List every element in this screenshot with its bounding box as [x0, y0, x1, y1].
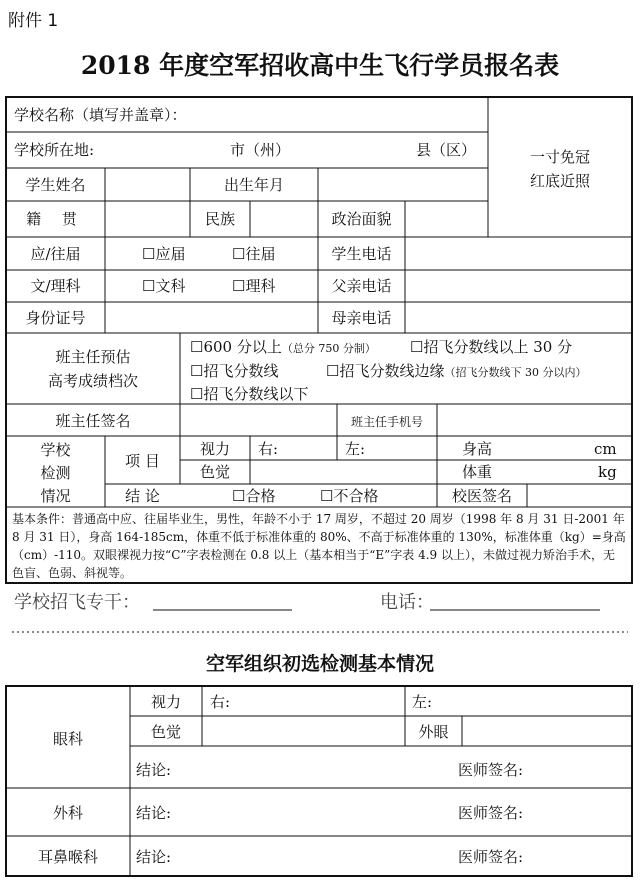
attachment-label: 附件 1	[8, 11, 59, 31]
exam-left-label: 左:	[412, 693, 433, 711]
weight-unit: kg	[598, 463, 617, 481]
weight-label: 体重	[462, 463, 493, 481]
ent-label: 耳鼻喉科	[37, 848, 98, 866]
photo-line-1: 一寸免冠	[529, 148, 590, 166]
id-number-label: 身份证号	[25, 309, 86, 327]
ethnicity-label: 民族	[204, 210, 235, 228]
pass-checkbox[interactable]: ☐合格	[232, 487, 276, 505]
option-edge-label: ☐招飞分数线边缘	[326, 362, 445, 380]
school-check-line-1: 学校	[40, 441, 71, 459]
section2-title: 空军组织初选检测基本情况	[205, 653, 434, 675]
height-unit: cm	[594, 440, 617, 458]
doctor-sign-label: 校医签名	[451, 487, 512, 505]
student-phone-label: 学生电话	[331, 245, 392, 263]
grad-past-checkbox[interactable]: ☐往届	[232, 245, 276, 263]
exam-outer-eye-label: 外眼	[418, 723, 449, 741]
birth-date-label: 出生年月	[223, 176, 284, 194]
eye-conclusion-label: 结论:	[136, 761, 172, 779]
student-name-label: 学生姓名	[25, 176, 86, 194]
vision-right-label: 右:	[258, 440, 279, 458]
fail-checkbox[interactable]: ☐不合格	[320, 487, 379, 505]
option-line-checkbox[interactable]: ☐招飞分数线	[190, 362, 279, 380]
color-sense-label: 色觉	[199, 463, 230, 481]
school-name-label: 学校名称（填写并盖章）：	[14, 106, 187, 124]
eye-label: 眼科	[52, 730, 83, 748]
teacher-sign-label: 班主任签名	[55, 412, 131, 430]
teacher-estimate-line-2: 高考成绩档次	[47, 372, 138, 390]
exam-vision-label: 视力	[150, 693, 181, 711]
vision-label: 视力	[199, 440, 230, 458]
exam-right-label: 右:	[210, 693, 231, 711]
school-check-line-2: 检测	[40, 464, 71, 482]
school-check-line-3: 情况	[40, 487, 71, 505]
city-label: 市（州）	[230, 141, 291, 159]
option-above30-checkbox[interactable]: ☐招飞分数线以上 30 分	[410, 338, 573, 356]
school-location-label: 学校所在地:	[14, 141, 95, 159]
father-phone-label: 父亲电话	[331, 277, 392, 295]
grad-current-checkbox[interactable]: ☐应届	[142, 245, 186, 263]
grad-type-label: 应/往届	[30, 245, 81, 263]
county-label: 县（区）	[416, 141, 477, 159]
teacher-estimate-line-1: 班主任预估	[55, 348, 131, 366]
page-title: 2018 年度空军招收高中生飞行学员报名表	[80, 51, 560, 80]
track-arts-checkbox[interactable]: ☐文科	[142, 277, 186, 295]
photo-line-2: 红底近照	[529, 172, 590, 190]
ent-doctor-sign-label: 医师签名:	[458, 848, 524, 866]
option-below-checkbox[interactable]: ☐招飞分数线以下	[190, 385, 309, 403]
option-600-note: （总分 750 分制）	[281, 342, 376, 355]
mother-phone-label: 母亲电话	[331, 309, 392, 327]
track-science-checkbox[interactable]: ☐理科	[232, 277, 276, 295]
political-status-label: 政治面貌	[331, 210, 392, 228]
native-place-label: 籍 贯	[26, 210, 85, 228]
option-600-checkbox[interactable]	[190, 338, 376, 358]
vision-left-label: 左:	[345, 440, 366, 458]
conclusion-label: 结 论	[125, 487, 160, 505]
exam-color-sense-label: 色觉	[150, 723, 181, 741]
basic-conditions-text: 基本条件：普通高中应、往届毕业生，男性，年龄不小于 17 周岁，不超过 20 周岁（1998 年 8 月 31 日-2001 年 8 月 31 日），身高 164-185cm，体重不低于标准体重的 80%、不高于标准体重的 130%，标准体重（kg）=身高（cm）-110。双眼裸视力按“C”字表检测在 0.8 以上（基本相当于“E”字表 4.9 以上），未做过视力矫治手术，无色盲、色弱、斜视等。	[12, 512, 626, 580]
surgery-doctor-sign-label: 医师签名:	[458, 804, 524, 822]
eye-doctor-sign-label: 医师签名:	[458, 761, 524, 779]
ent-conclusion-label: 结论:	[136, 848, 172, 866]
track-label: 文/理科	[30, 277, 81, 295]
option-600-label: ☐600 分以上	[190, 338, 282, 356]
surgery-label: 外科	[52, 804, 83, 822]
option-edge-note: （招飞分数线下 30 分以内）	[444, 366, 587, 379]
phone-label: 电话：	[380, 592, 434, 613]
surgery-conclusion-label: 结论:	[136, 804, 172, 822]
item-label: 项 目	[125, 452, 160, 470]
teacher-mobile-label: 班主任手机号	[350, 415, 423, 429]
officer-label: 学校招飞专干：	[14, 592, 140, 613]
option-edge-checkbox[interactable]	[326, 362, 586, 382]
height-label: 身高	[462, 440, 493, 458]
